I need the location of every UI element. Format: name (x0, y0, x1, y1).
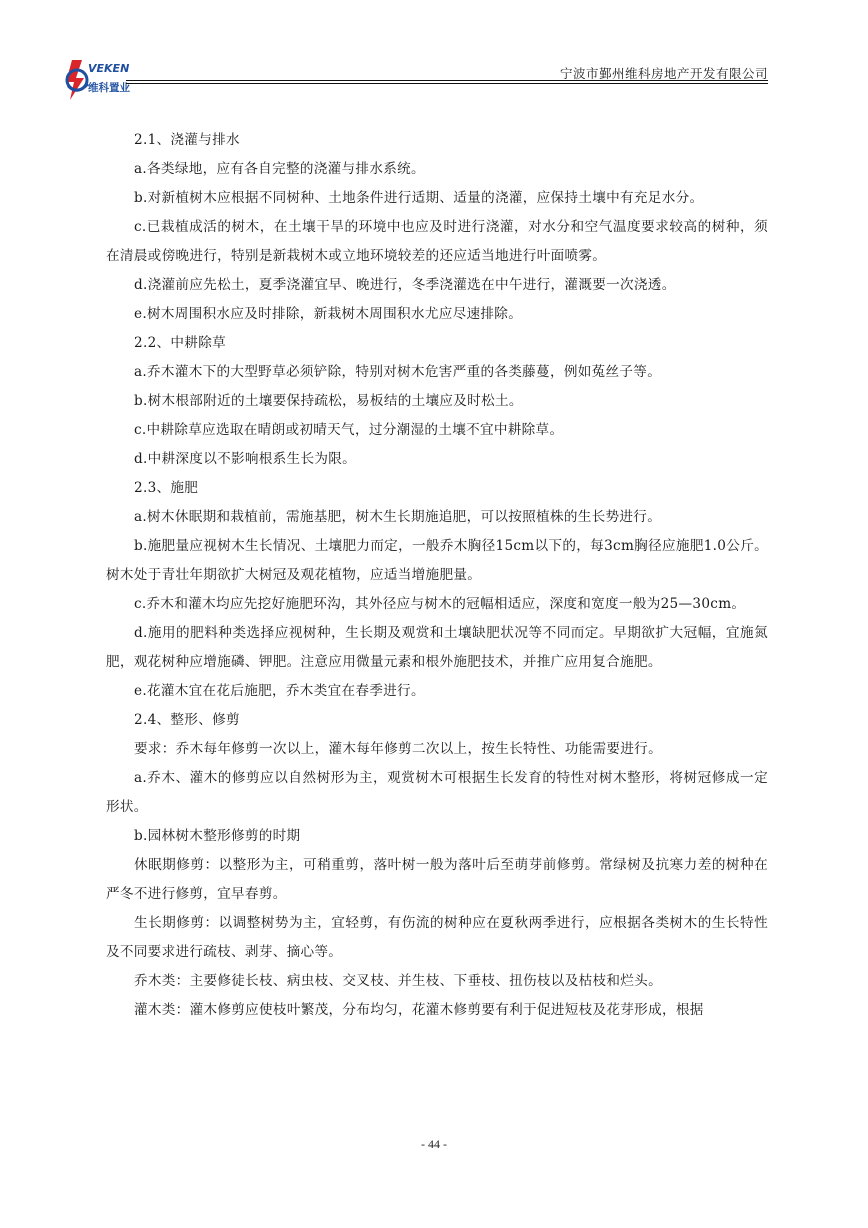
header-rule-thick (126, 80, 768, 81)
paragraph: b.树木根部附近的土壤要保持疏松，易板结的土壤应及时松土。 (134, 393, 523, 409)
paragraph: d.浇灌前应先松土，夏季浇灌宜早、晚进行，冬季浇灌选在中午进行，灌溉要一次浇透。 (134, 277, 676, 293)
paragraph: c.已栽植成活的树木，在土壤干旱的环境中也应及时进行浇灌，对水分和空气温度要求较高的树种，须在清晨或傍晚进行，特别是新栽树木或立地环境较差的还应适当地进行叶面喷雾。 (106, 219, 768, 264)
paragraph: c.中耕除草应选取在晴朗或初晴天气，过分潮湿的土壤不宜中耕除草。 (134, 422, 564, 438)
paragraph: b.施肥量应视树木生长情况、土壤肥力而定，一般乔木胸径15cm以下的，每3cm胸径应施肥1.0公斤。树木处于青壮年期欲扩大树冠及观花植物，应适当增施肥量。 (106, 538, 768, 583)
logo-chinese-name: 维科置业 (88, 82, 130, 94)
header-rule-thin (126, 83, 768, 84)
paragraph: 要求：乔木每年修剪一次以上，灌木每年修剪二次以上，按生长特性、功能需要进行。 (134, 741, 662, 757)
paragraph: c.乔木和灌木均应先挖好施肥环沟，其外径应与树木的冠幅相适应，深度和宽度一般为25—30cm。 (134, 596, 746, 612)
logo-english-name: VEKEN (88, 62, 130, 75)
paragraph: d.中耕深度以不影响根系生长为限。 (134, 451, 357, 467)
paragraph: 休眠期修剪：以整形为主，可稍重剪，落叶树一般为落叶后至萌芽前修剪。常绿树及抗寒力差的树种在严冬不进行修剪，宜早春剪。 (106, 857, 768, 902)
company-name: 宁波市鄞州维科房地产开发有限公司 (559, 66, 768, 81)
paragraph: 2.3、施肥 (134, 480, 199, 496)
page-header (62, 56, 768, 106)
paragraph: b.对新植树木应根据不同树种、土地条件进行适期、适量的浇灌，应保持土壤中有充足水分。 (134, 190, 704, 206)
paragraph: 乔木类：主要修徒长枝、病虫枝、交叉枝、并生枝、下垂枝、扭伤枝以及枯枝和烂头。 (134, 973, 662, 989)
paragraph: a.各类绿地，应有各自完整的浇灌与排水系统。 (134, 161, 425, 177)
paragraph: a.乔木灌木下的大型野草必须铲除，特别对树木危害严重的各类藤蔓，例如菟丝子等。 (134, 364, 662, 380)
paragraph: b.园林树木整形修剪的时期 (134, 828, 301, 844)
paragraph: a.树木休眠期和栽植前，需施基肥，树木生长期施追肥，可以按照植株的生长势进行。 (134, 509, 662, 525)
paragraph: a.乔木、灌木的修剪应以自然树形为主，观赏树木可根据生长发育的特性对树木整形，将树冠修成一定形状。 (106, 770, 768, 815)
paragraph: 2.4、整形、修剪 (134, 712, 240, 728)
paragraph: e.树木周围积水应及时排除，新栽树木周围积水尤应尽速排除。 (134, 306, 523, 322)
paragraph: d.施用的肥料种类选择应视树种，生长期及观赏和土壤缺肥状况等不同而定。早期欲扩大冠幅，宜施氮肥，观花树种应增施磷、钾肥。注意应用微量元素和根外施肥技术，并推广应用复合施肥。 (106, 625, 768, 670)
body-text (106, 126, 768, 1025)
paragraph: 2.2、中耕除草 (134, 335, 226, 351)
paragraph: 生长期修剪：以调整树势为主，宜轻剪，有伤流的树种应在夏秋两季进行，应根据各类树木的生长特性及不同要求进行疏枝、剥芽、摘心等。 (106, 915, 768, 960)
paragraph: 灌木类：灌木修剪应使枝叶繁茂，分布均匀，花灌木修剪要有利于促进短枝及花芽形成，根据 (134, 1002, 704, 1018)
paragraph: 2.1、浇灌与排水 (134, 132, 240, 148)
page-number: - 44 - (421, 1137, 447, 1151)
paragraph: e.花灌木宜在花后施肥，乔木类宜在春季进行。 (134, 683, 425, 699)
